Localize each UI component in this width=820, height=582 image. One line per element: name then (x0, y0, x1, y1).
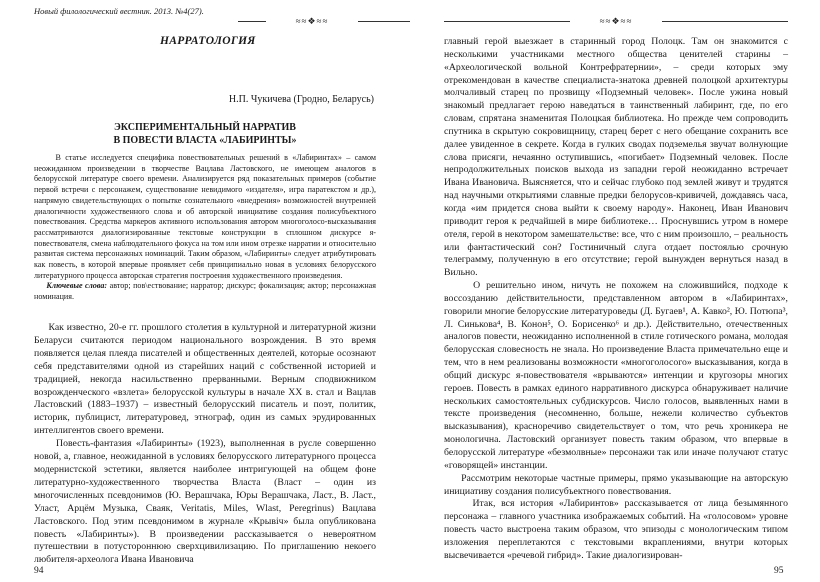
body-text-right: главный герой выезжает в старинный город Полоцк. Там он знакомится с несколькими участниками местного общества ценителей старины – «Археологической вольной Контрефратернии», – среди которых эму отрекомендован в качестве специалиста-знатока древней полоцкой архитектуры молчаливый старец по прозвищу «Подземный человек». После ужина новый знакомый предлагает герою наведаться в таинственный лабиринт, где, по его словам, спрятана знаменитая Полоцкая библиотека. Но прежде чем сопроводить спутника в скрытую сокровищницу, старец берет с него обещание сохранить все далее увиденное в секрете. Когда в гулких сводах подземелья звучат волнующие слова присяги, нечаянно оступившись, «погибает» Подземный человек. После непродолжительных поисков выхода из западни герой неожиданно встречает Ивана Ивановича. Выясняется, что и сейчас глубоко под землей живут и трудятся над научными открытиями славные предки белорусов-кривичей, дождавясь часа, когда «им придется снова выйти к своему народу». Наконец, Иван Иванович приводит героя к редчайшей в мире библиотеке… Проснувшись утром в номере отеля, герой в некотором замешательстве: все, что с ним произошло, – реальность или фантастический сон? Гостиничный слуга отдает постоялью срочную телеграмму, полученную в его отсутствие; герой вынужден вернуться назад в Вильно. О решительно ином, ничуть не похожем на сложившийся, подходе к воссозданию действительности, представленном автором в «Лабиринтах», говорили многие белорусские литературоведы (Д. Бугаев¹, А. Кавко², Ю. Потюпа³, Л. Синькова⁴, В. Конон⁵, О. Борисенко⁶ и др.). Действительно, отечественных аналогов повести, неожиданно исполненной в стиле готического романа, молодая белорусская словесность не знала. Но произведение Власта примечательно еще и тем, что в нем реализованы возможности «многоголосого» высказывания, когда в общий дискурс я-повествователя «врываются» интенции и кругозоры многих героев. Повесть в рамках единого нарративного дискурса обнаруживает наличие нескольких самостоятельных субдискурсов. Число голосов, выявленных нами в тексте произведения (несомненно, больше, нежели количество субъектов высказывания), красноречиво свидетельствует о том, что речь хроникера не монологична. Ластовский организует повесть таким образом, что впервые в белорусской литературе «безмолвные» персонажи так или иначе получают статус «говорящей» инстанции. Рассмотрим некоторые частные примеры, прямо указывающие на авторскую инициативу создания полисубъектного повествования. Итак, вся история «Лабиринтов» рассказывается от лица безымянного персонажа – главного участника изображаемых событий. На «голосовом» уровне повесть часто выстроена таким образом, что эпизоды с монологическим типом изложения переплетаются с текстовыми вкраплениями, внутри которых высвечивается «речевой гибрид». Такие диалогизирован- (444, 36, 788, 561)
keywords-text: автор; пов\ествование; нарратор; дискурс; фокализация; актор; персонажная номинация. (34, 281, 376, 302)
right-page (410, 0, 820, 582)
abstract-text: В статье исследуется специфика повествовательных решений в «Лабиринтах» – самом неожиданном произведении в творчестве Вацлава Ластовского, не имеющем аналогов в белорусской литературе своего времени. Анализируется ряд показательных примеров (событие первой встречи с персонажем, существование невидимого «издателя», игра паратекстом и др.), напрямую свидетельствующих о попытке сознательного «внедрения» возможностей внутренней диалогичности художественного слова и об авторской инициативе создания полисубъектного повествования. Средства маркеров активного использования автором многоголосо-высказывания рассматриваются диалогизированные текстовые конструкции в сплошном дискурсе я-повествователя, смена наблюдательного фокуса на том или ином отрезке нарратии и относительно развитая система персонажных номинаций. Таким образом, «Лабиринты» следует атрибутировать как повесть, в которой впервые проявляет себя принципиально новая в условиях белорусского литературного процесса авторская стратегия построения художественного произведения. (34, 153, 376, 280)
body-text-left: Как известно, 20-е гг. прошлого столетия в культурной и литературной жизни Беларуси считаются периодом национального возрождения. В это время появляется целая плеяда писателей и общественных деятелей, которые осознают себя представителями одной из старейших наций с собственной историей и традицией, некогда насильственно прерванными. Верным сподвижником возрожденческого «взлета» белорусской культуры в начале XX в. стал и Вацлав Ластовский (1883–1937) – известный белорусский писатель и поэт, политик, историк, публицист, литературовед, этнограф, один из самых эрудированных интеллигентов своего времени. Повесть-фантазия «Лабиринты» (1923), выполненная в русле совершенно новой, а, главное, неожиданной в условиях белорусского литературного процесса модернистской эстетики, является наиболее интригующей на общем фоне литературно-художественного творчества Власта (Власт – один из многочисленных псевдонимов (Ю. Верашчака, Юры Верашчака, Ласт., В. Ласт., Уласт, Арцём Музыка, Сваяк, Veritatis, Miles, Wlast, Peregrinus) Вацлава Ластовского. Под этим псевдонимом в журнале «Крывiч» была опубликована повесть «Лабиринты»). В произведении рассказывается о невероятном путешествии в потустороннюю сверхцивилизацию. По приглашению некоего любителя-археолога Ивана Ивановича (34, 322, 376, 566)
article-author: Н.П. Чукичева (Гродно, Беларусь) (228, 94, 374, 105)
header-ornament: ≈≈❖≈≈ (266, 15, 358, 27)
page-number-right: 95 (774, 566, 784, 576)
running-head: Новый филологический вестник. 2013. №4(27). (34, 6, 204, 16)
header-ornament: ≈≈❖≈≈ (570, 15, 662, 27)
page-number-left: 94 (34, 566, 44, 576)
keywords-label: Ключевые слова: (34, 281, 108, 291)
section-title: НАРРАТОЛОГИЯ (160, 35, 256, 47)
abstract (34, 153, 376, 303)
article-title: ЭКСПЕРИМЕНТАЛЬНЫЙ НАРРАТИВ В ПОВЕСТИ ВЛАСТА «ЛАБИРИНТЫ» (113, 122, 297, 146)
